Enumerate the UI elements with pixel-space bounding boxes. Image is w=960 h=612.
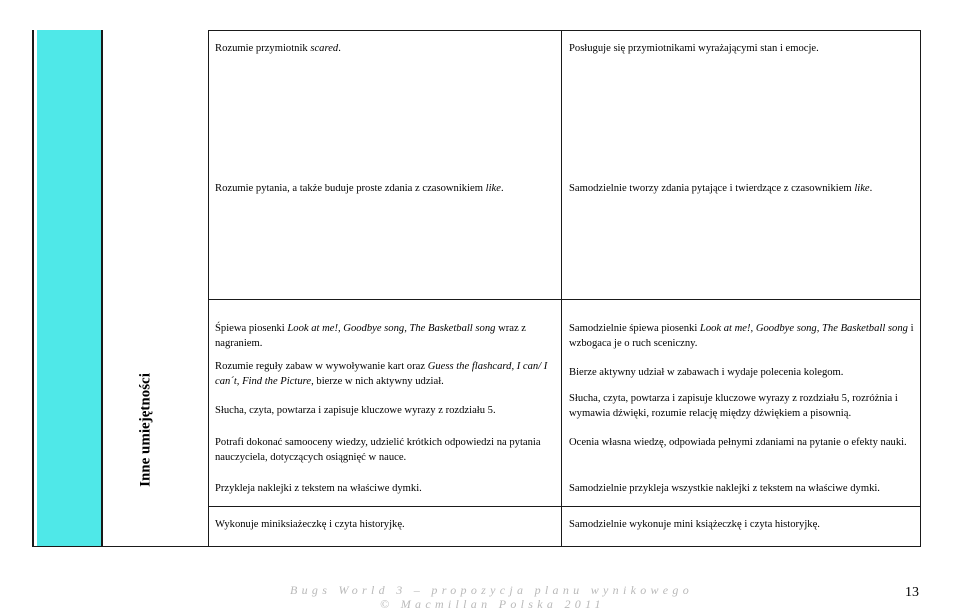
cell-text: Posługuje się przymiotnikami wyrażającymi stan i emocje. (569, 43, 819, 54)
cell-text: . (338, 43, 341, 54)
table-cell-right (569, 42, 914, 57)
category-column (103, 30, 208, 547)
cell-text: . (500, 183, 504, 194)
divider-right-col (920, 30, 921, 547)
cell-text: i wzbogaca je o ruch sceniczny. (569, 323, 914, 349)
table-cell-left (215, 360, 553, 389)
section-rule-1 (208, 299, 921, 300)
cell-text: Rozumie reguły zabaw w wywoływanie kart oraz (215, 361, 428, 372)
cell-text: Wykonuje miniksiażeczkę i czyta historyjkę. (215, 519, 405, 530)
table-cell-right (569, 182, 914, 197)
table-bottom-rule (32, 546, 921, 547)
table-cell-left (215, 482, 553, 497)
footer-copyright: © Macmillan Polska 2011 (380, 597, 605, 611)
table-cell-left (215, 42, 553, 57)
cell-text: Słucha, czyta, powtarza i zapisuje kluczowe wyrazy z rozdziału 5, rozróżnia i wymawia dźwięki, rozumie relację między dźwiękiem a pisownią. (569, 393, 898, 419)
cell-text: Rozumie pytania, a także buduje proste zdania z czasownikiem (215, 183, 486, 194)
cell-text: Bierze aktywny udział w zabawach i wydaje polecenia kolegom. (569, 367, 844, 378)
cell-text: , bierze w nich aktywny udział. (311, 375, 444, 387)
cell-text: Samodzielnie tworzy zdania pytające i twierdzące z czasownikiem (569, 183, 855, 194)
table-cell-right (569, 436, 914, 451)
table-cell-right (569, 322, 914, 351)
cell-text: Look at me!, Goodbye song, The Basketball song (699, 323, 908, 334)
cell-text: Samodzielnie przykleja wszystkie naklejki z tekstem na właściwe dymki. (569, 483, 880, 494)
cell-text: . (869, 183, 873, 194)
table-cell-right (569, 482, 914, 497)
table-cell-right (569, 392, 914, 421)
table-left-border (32, 30, 34, 547)
cell-text: Słucha, czyta, powtarza i zapisuje kluczowe wyrazy z rozdziału 5. (215, 405, 496, 416)
table-top-rule (208, 30, 921, 31)
cell-text: Samodzielnie wykonuje mini książeczkę i czyta historyjkę. (569, 519, 820, 530)
cell-text: Potrafi dokonać samooceny wiedzy, udzielić krótkich odpowiedzi na pytania nauczyciela, dotyczących osiągnięć w nauce. (215, 437, 541, 463)
table-cell-left (215, 404, 553, 419)
table-cell-left (215, 518, 553, 533)
cell-text: wraz z nagraniem. (215, 323, 527, 349)
cell-text: Śpiewa piosenki (215, 323, 288, 334)
page-number: 13 (905, 585, 919, 600)
table-cell-right (569, 518, 914, 533)
cell-text: Przykleja naklejki z tekstem na właściwe dymki. (215, 483, 422, 494)
table-cell-left (215, 182, 553, 197)
cell-text: Guess the flashcard, I can/ I can´t, Find the Picture (215, 361, 548, 387)
section-rule-2 (208, 506, 921, 507)
cell-text: Ocenia własna wiedzę, odpowiada pełnymi zdaniami na pytanie o efekty nauki. (569, 437, 907, 448)
table-cell-left (215, 436, 553, 465)
cell-text: scared (310, 43, 339, 54)
cell-text: Look at me!, Goodbye song, The Basketball song (287, 323, 496, 334)
table-cell-right (569, 366, 914, 381)
cell-text: Rozumie przymiotnik (215, 43, 311, 54)
table-cell-left (215, 322, 553, 351)
footer-title: Bugs World 3 – propozycja planu wynikowego (290, 583, 694, 597)
teal-margin-column (37, 30, 101, 547)
divider-mid-col (561, 30, 562, 547)
cell-text: like (485, 183, 501, 194)
category-label: Inne umiejętności (137, 373, 154, 487)
divider-left-col (208, 30, 209, 547)
cell-text: Samodzielnie śpiewa piosenki (569, 323, 700, 334)
cell-text: like (854, 183, 870, 194)
